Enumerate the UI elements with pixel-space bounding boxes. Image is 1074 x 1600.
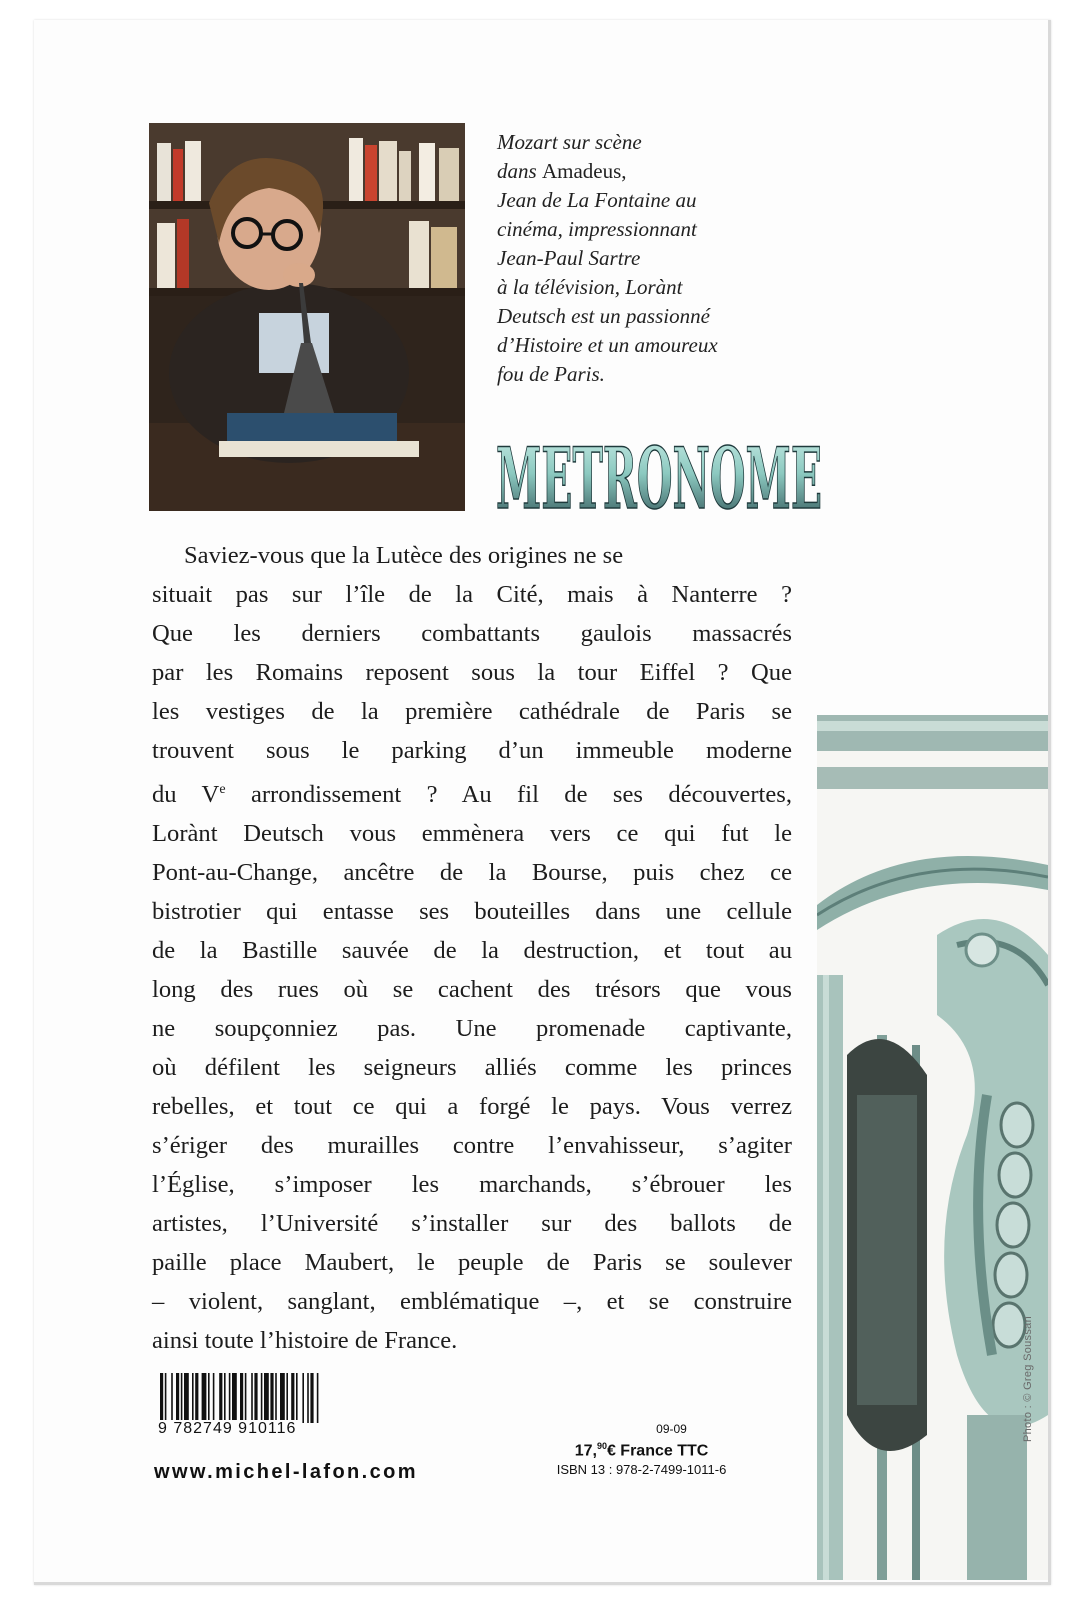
barcode-bar <box>213 1373 215 1423</box>
synopsis-line: trouvent sous le parking d’un immeuble moderne <box>152 737 792 764</box>
barcode-bar <box>317 1373 319 1423</box>
barcode-bar <box>240 1373 243 1423</box>
barcode-bar <box>208 1373 210 1423</box>
barcode-bar <box>254 1373 257 1423</box>
blurb-title-word: Amadeus, <box>541 159 627 183</box>
synopsis-line: du Ve arrondissement ? Au fil de ses découvertes, <box>152 781 792 809</box>
barcode-number: 9 782749 910116 <box>158 1420 297 1437</box>
barcode-bar <box>229 1373 231 1423</box>
barcode-bar <box>171 1373 173 1423</box>
synopsis-line: bistrotier qui entasse ses bouteilles dans une cellule <box>152 898 792 926</box>
synopsis-line: long des rues où se cachent des trésors que vous <box>152 976 792 1004</box>
author-photo-illustration <box>149 123 465 511</box>
blurb-line: Deutsch est un passionné <box>497 304 710 328</box>
blurb-line: Jean-Paul Sartre <box>497 246 641 270</box>
blurb-line: dans Amadeus, <box>497 159 627 183</box>
barcode-bar <box>310 1373 313 1423</box>
synopsis-line: ainsi toute l’histoire de France. <box>152 1327 458 1355</box>
blurb-line: d’Histoire et un amoureux <box>497 333 718 357</box>
synopsis-line: les vestiges de la première cathédrale de Paris se <box>152 698 792 725</box>
barcode-bar <box>302 1373 304 1423</box>
barcode <box>156 1373 406 1457</box>
barcode-bar <box>264 1373 269 1423</box>
book-back-cover <box>34 20 1051 1585</box>
synopsis-line: Saviez-vous que la Lutèce des origines ne se <box>184 542 624 569</box>
synopsis-line: de la Bastille sauvée de la destruction, et tout au <box>152 937 792 965</box>
blurb-line: fou de Paris. <box>497 362 605 386</box>
barcode-bar <box>270 1373 273 1423</box>
photo-credit: Photo : © Greg Soussan <box>1022 1316 1034 1442</box>
barcode-bar <box>176 1373 179 1423</box>
barcode-bar <box>261 1373 263 1423</box>
book-title-logo <box>492 410 832 530</box>
synopsis-line: où défilent les seigneurs alliés comme les princes <box>152 1054 792 1082</box>
barcode-bar <box>245 1373 247 1423</box>
synopsis-line: Que les derniers combattants gaulois massacrés <box>152 620 792 647</box>
blurb-line: à la télévision, Lorànt <box>497 275 683 299</box>
isbn: ISBN 13 : 978-2-7499-1011-6 <box>556 1462 727 1478</box>
barcode-bar <box>232 1373 237 1423</box>
barcode-bar <box>181 1373 183 1423</box>
barcode-bar <box>224 1373 226 1423</box>
synopsis-line: ne soupçonniez pas. Une promenade captivante, <box>152 1015 792 1043</box>
price-block <box>514 1422 769 1479</box>
barcode-bar <box>296 1373 298 1423</box>
barcode-bar <box>286 1373 288 1423</box>
author-blurb <box>497 128 817 389</box>
blurb-line: Mozart sur scène <box>497 130 642 154</box>
barcode-bar <box>291 1373 294 1423</box>
blurb-line: Jean de La Fontaine au <box>497 188 697 212</box>
barcode-bar <box>275 1373 277 1423</box>
barcode-bar <box>307 1373 309 1423</box>
synopsis-line: Lorànt Deutsch vous emmènera vers ce qui fut le <box>152 820 792 848</box>
metro-entrance-illustration <box>817 715 1048 1580</box>
synopsis <box>152 536 792 1360</box>
blurb-line: cinéma, impressionnant <box>497 217 697 241</box>
print-code: 09-09 <box>656 1422 687 1436</box>
synopsis-line: artistes, l’Université s’installer sur des ballots de <box>152 1210 792 1238</box>
author-photo <box>149 123 465 511</box>
book-title: METRONOME <box>496 429 822 528</box>
barcode-bar <box>195 1373 198 1423</box>
barcode-bar <box>280 1373 285 1423</box>
barcode-bar <box>192 1373 194 1423</box>
synopsis-line: Pont-au-Change, ancêtre de la Bourse, puis chez ce <box>152 859 792 887</box>
synopsis-line: situait pas sur l’île de la Cité, mais à Nanterre ? <box>152 581 792 608</box>
barcode-bar <box>160 1373 163 1423</box>
synopsis-line: l’Église, s’imposer les marchands, s’ébrouer les <box>152 1171 792 1199</box>
barcode-bar <box>165 1373 167 1423</box>
barcode-bars <box>160 1373 318 1423</box>
barcode-bar <box>219 1373 222 1423</box>
synopsis-line: par les Romains reposent sous la tour Eiffel ? Que <box>152 659 792 686</box>
barcode-bar <box>202 1373 207 1423</box>
publisher-website: www.michel-lafon.com <box>154 1461 418 1483</box>
metro-entrance-photo <box>817 715 1048 1580</box>
price: 17,90€ France TTC <box>574 1441 709 1460</box>
synopsis-line: rebelles, et tout ce qui a forgé le pays. Vous verrez <box>152 1093 792 1121</box>
synopsis-line: paille place Maubert, le peuple de Paris se soulever <box>152 1249 792 1277</box>
synopsis-line: – violent, sanglant, emblématique –, et se construire <box>152 1288 792 1316</box>
barcode-bar <box>184 1373 189 1423</box>
barcode-bar <box>251 1373 253 1423</box>
synopsis-line: s’ériger des murailles contre l’envahisseur, s’agiter <box>152 1132 792 1160</box>
